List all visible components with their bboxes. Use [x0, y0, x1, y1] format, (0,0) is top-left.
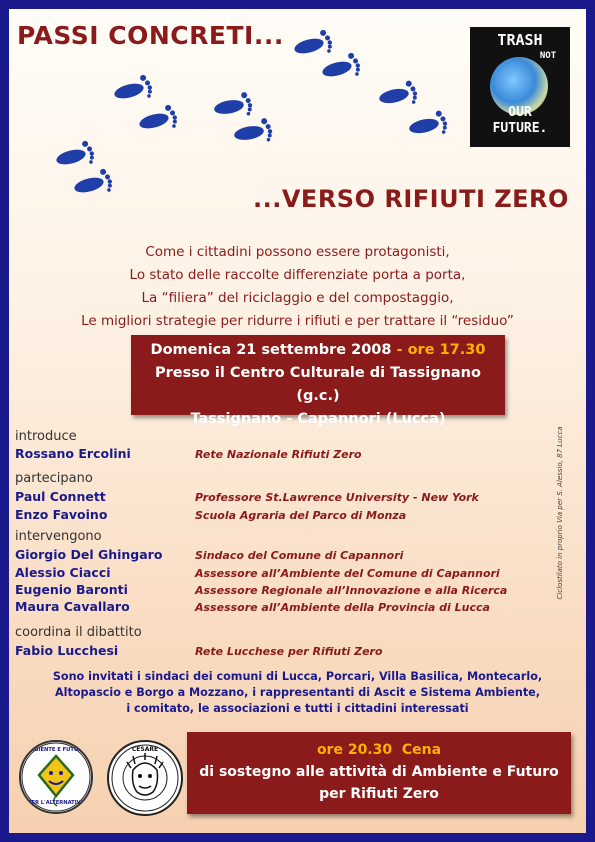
event-date: Domenica 21 settembre 2008 — [150, 342, 392, 358]
person-affiliation: Scuola Agraria del Parco di Monza — [195, 509, 407, 522]
dinner-purpose-2: per Rifiuti Zero — [319, 786, 439, 802]
ambiente-e-futuro-logo — [19, 740, 93, 814]
person-affiliation: Assessore all’Ambiente del Comune di Capannori — [195, 567, 500, 580]
invite-line: i comitato, le associazioni e tutti i cittadini interessati — [126, 702, 469, 715]
dinner-purpose: di sostegno alle attività di Ambiente e Futuro — [199, 764, 559, 780]
role-coordina: coordina il dibattito — [15, 625, 142, 640]
footprint-icon — [319, 51, 362, 84]
person-affiliation: Assessore Regionale all’Innovazione e alla Ricerca — [195, 584, 508, 597]
person-affiliation: Rete Lucchese per Rifiuti Zero — [195, 645, 383, 658]
person-name: Paul Connett — [15, 489, 106, 504]
logo-text-our: OUR — [508, 105, 532, 120]
person-name: Giorgio Del Ghingaro — [15, 547, 163, 562]
event-place: Tassignano - Capannori (Lucca) — [190, 411, 446, 427]
logo-cesare-text: CESARE — [131, 746, 159, 753]
role-introduce: introduce — [15, 429, 77, 444]
role-intervengono: intervengono — [15, 529, 102, 544]
title-passi-concreti: PASSI CONCRETI... — [17, 21, 284, 50]
person-name: Maura Cavallaro — [15, 599, 130, 614]
event-venue: Presso il Centro Culturale di Tassignano (g.c.) — [155, 365, 481, 404]
footprint-icon — [377, 79, 419, 110]
event-separator: - — [391, 342, 408, 358]
logo-text-future: FUTURE. — [492, 121, 548, 136]
event-date-line — [131, 339, 505, 362]
person-affiliation: Professore St.Lawrence University - New York — [195, 491, 479, 504]
person-affiliation: Sindaco del Comune di Capannori — [195, 549, 404, 562]
event-info-box — [131, 335, 505, 427]
invitation-text — [9, 669, 586, 717]
person-affiliation: Rete Nazionale Rifiuti Zero — [195, 448, 362, 461]
footprint-icon — [291, 28, 334, 61]
invite-line: Sono invitati i sindaci dei comuni di Lucca, Porcari, Villa Basilica, Montecarlo, — [52, 670, 543, 683]
role-partecipano: partecipano — [15, 471, 93, 486]
topic-line: La “filiera” del riciclaggio e del compostaggio, — [141, 290, 454, 306]
person-name: Rossano Ercolini — [15, 446, 131, 461]
topic-line: Le migliori strategie per ridurre i rifiuti e per trattare il “residuo” — [81, 313, 514, 329]
dinner-title-line — [187, 739, 571, 761]
dinner-title: Cena — [401, 742, 442, 758]
print-note-text: Ciclostilato in proprio Via per S. Alessio, 87 Lucca — [556, 426, 564, 600]
trash-not-our-future-logo — [470, 27, 570, 147]
footprint-icon — [71, 167, 114, 200]
title-verso-rifiuti-zero: ...VERSO RIFIUTI ZERO — [253, 185, 569, 213]
logo-ambiente-bottom-text: PER L'ALTERNATIVA — [27, 800, 85, 806]
topic-line: Come i cittadini possono essere protagonisti, — [145, 244, 450, 260]
footprint-icon — [407, 109, 449, 140]
dinner-time: ore 20.30 — [316, 742, 393, 758]
footprint-icon — [212, 91, 254, 121]
person-name: Enzo Favoino — [15, 507, 108, 522]
logo-text-trash: TRASH — [497, 31, 543, 49]
event-time: ore 17.30 — [407, 342, 486, 358]
footprint-icon — [136, 103, 179, 136]
topics-list — [9, 241, 586, 333]
person-name: Alessio Ciacci — [15, 565, 111, 580]
footprint-icon — [232, 117, 274, 147]
person-name: Eugenio Baronti — [15, 582, 128, 597]
person-affiliation: Assessore all’Ambiente della Provincia di Lucca — [195, 601, 490, 614]
logo-ambiente-top-text: AMBIENTE E FUTURO — [25, 747, 87, 753]
poster — [9, 9, 586, 833]
invite-line: Altopascio e Borgo a Mozzano, i rappresentanti di Ascit e Sistema Ambiente, — [54, 686, 541, 699]
footprint-icon — [53, 139, 96, 172]
print-note — [550, 426, 564, 600]
topic-line: Lo stato delle raccolte differenziate porta a porta, — [129, 267, 466, 283]
cesare-association-logo — [107, 740, 183, 816]
footprint-icon — [111, 73, 154, 106]
logo-text-not: NOT — [539, 51, 557, 61]
person-name: Fabio Lucchesi — [15, 643, 119, 658]
dinner-info-box — [187, 732, 571, 814]
